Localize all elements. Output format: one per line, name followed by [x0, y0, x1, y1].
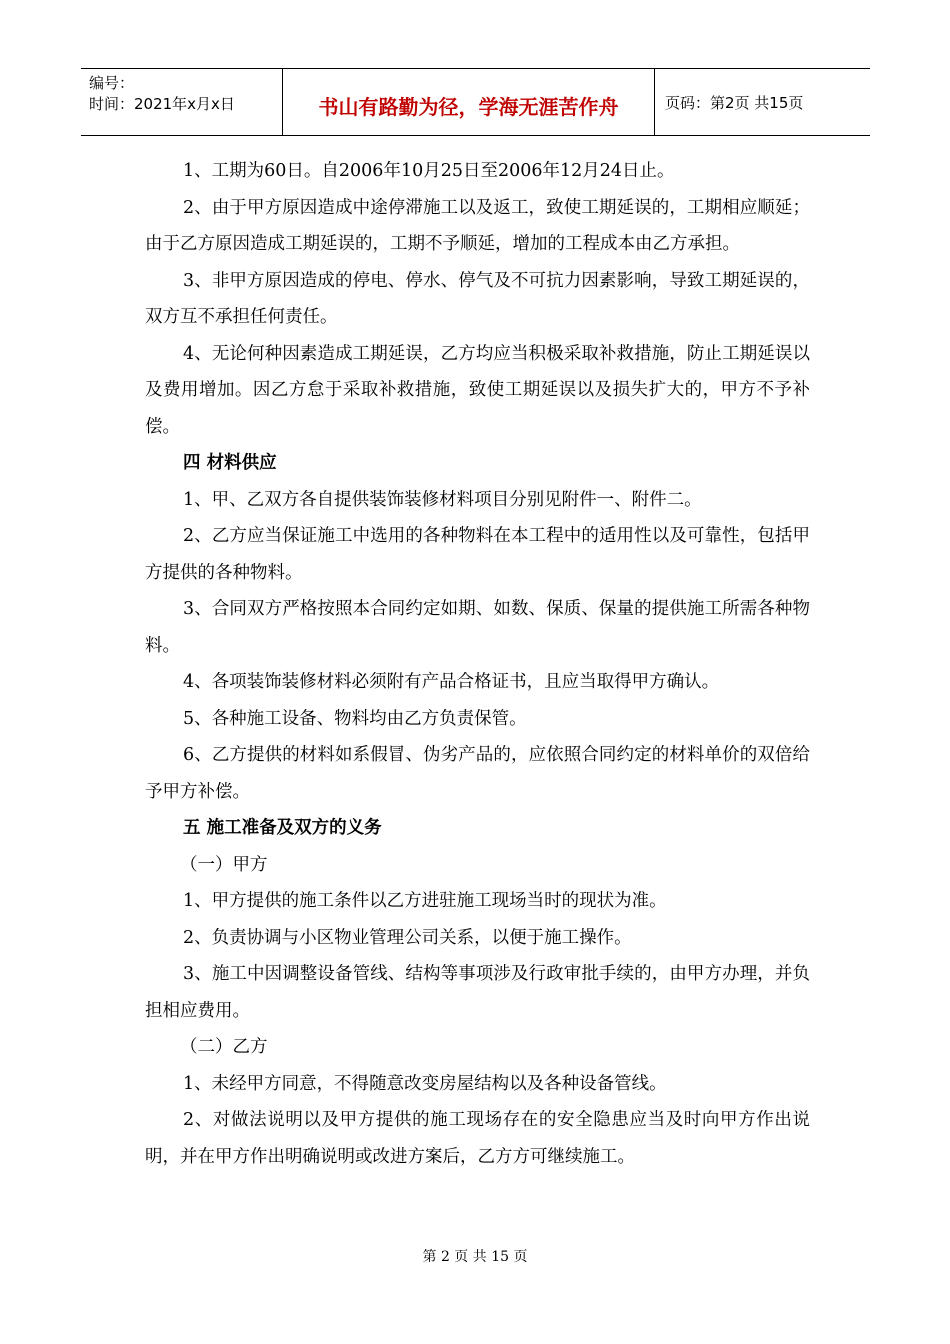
header-motto: 书山有路勤为径，学海无涯苦作舟: [282, 69, 655, 135]
body-paragraph: 1、工期为60日。自2006年10月25日至2006年12月24日止。: [183, 161, 675, 181]
body-paragraph: 2、由于甲方原因造成中途停滞施工以及返工，致使工期延误的，工期相应顺延；由于乙方原因造成工期延误的，工期不予顺延，增加的工程成本由乙方承担。: [145, 197, 810, 254]
subsection-heading: （一）甲方: [180, 854, 268, 875]
body-paragraph: 6、乙方提供的材料如系假冒、伪劣产品的，应依照合同约定的材料单价的双倍给予甲方补偿。: [145, 745, 810, 802]
body-paragraph: 4、无论何种因素造成工期延误，乙方均应当积极采取补救措施，防止工期延误以及费用增加。因乙方怠于采取补救措施，致使工期延误以及损失扩大的，甲方不予补偿。: [145, 343, 810, 437]
body-paragraph: 2、乙方应当保证施工中选用的各种物料在本工程中的适用性以及可靠性，包括甲方提供的各种物料。: [145, 526, 810, 583]
body-paragraph: 1、甲、乙双方各自提供装饰装修材料项目分别见附件一、附件二。: [183, 489, 702, 510]
body-paragraph: 3、非甲方原因造成的停电、停水、停气及不可抗力因素影响，导致工期延误的，双方互不承担任何责任。: [145, 270, 810, 327]
document-body: [145, 153, 810, 1175]
body-paragraph: 3、合同双方严格按照本合同约定如期、如数、保质、保量的提供施工所需各种物料。: [145, 599, 810, 656]
subsection-heading: （二）乙方: [180, 1037, 268, 1057]
body-paragraph: 1、甲方提供的施工条件以乙方进驻施工现场当时的现状为准。: [183, 891, 667, 911]
document-time-label: 时间：2021年x月x日: [89, 95, 235, 113]
document-number-label: 编号：: [89, 74, 135, 92]
body-paragraph: 5、各种施工设备、物料均由乙方负责保管。: [183, 708, 527, 729]
body-paragraph: 1、未经甲方同意，不得随意改变房屋结构以及各种设备管线。: [183, 1073, 667, 1094]
section-heading: 五 施工准备及双方的义务: [183, 818, 382, 838]
header-page-info: 页码：第2页 共15页: [665, 93, 804, 112]
body-paragraph: 2、负责协调与小区物业管理公司关系，以便于施工操作。: [183, 927, 632, 948]
page-header: [81, 68, 870, 136]
body-paragraph: 3、施工中因调整设备管线、结构等事项涉及行政审批手续的，由甲方办理，并负担相应费用。: [145, 964, 810, 1021]
section-heading: 四 材料供应: [183, 453, 277, 473]
body-paragraph: 4、各项装饰装修材料必须附有产品合格证书，且应当取得甲方确认。: [183, 672, 720, 692]
body-paragraph: 2、对做法说明以及甲方提供的施工现场存在的安全隐患应当及时向甲方作出说明，并在甲方作出明确说明或改进方案后，乙方方可继续施工。: [145, 1110, 810, 1167]
header-meta: [81, 69, 282, 135]
page-footer: 第 2 页 共 15 页: [422, 1249, 528, 1265]
